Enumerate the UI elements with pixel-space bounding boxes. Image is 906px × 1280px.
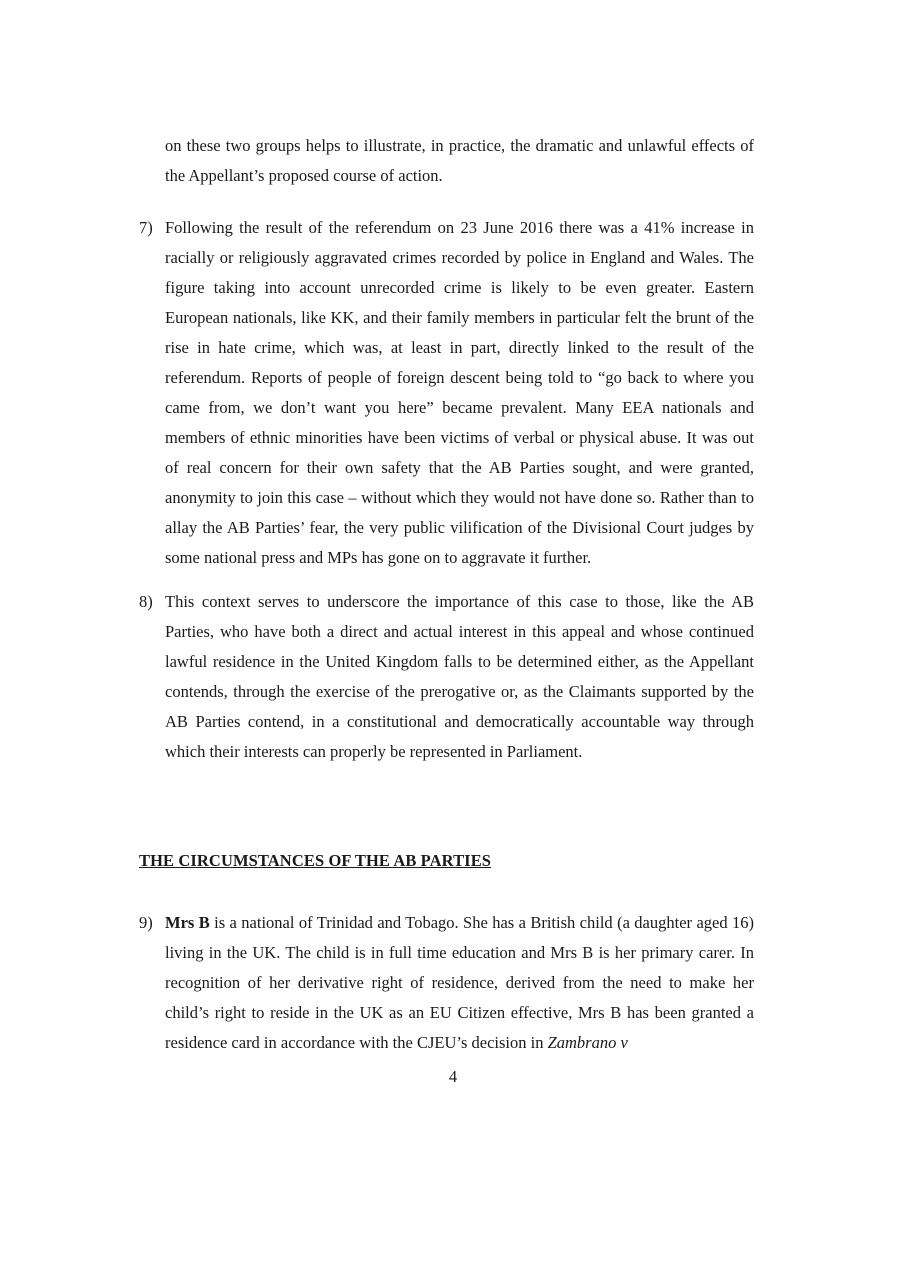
section-heading: THE CIRCUMSTANCES OF THE AB PARTIES (139, 851, 492, 870)
paragraph-body: is a national of Trinidad and Tobago. She has a British child (a daughter aged 16) living in the UK. The child is in full time education and Mrs B is her primary carer. In recognition of her derivative right of residence, derived from the need to make her child’s right to reside in the UK as an EU Citizen effective, Mrs B has been granted a residence card in accordance with the CJEU’s decision in (165, 913, 754, 1052)
case-citation: Zambrano v (547, 1033, 628, 1052)
party-name: Mrs B (165, 913, 210, 932)
paragraph-8 (139, 587, 754, 767)
paragraph-7 (139, 213, 754, 573)
paragraph-text (165, 908, 754, 1058)
paragraph-number: 9) (139, 913, 153, 932)
paragraph-text: This context serves to underscore the importance of this case to those, like the AB Parties, who have both a direct and actual interest in this appeal and whose continued lawful residence in the United Kingdom falls to be determined either, as the Appellant contends, through the exercise of the prerogative or, as the Claimants supported by the AB Parties contend, in a constitutional and democratically accountable way through which their interests can properly be represented in Parliament. (165, 592, 754, 761)
page-number: 4 (448, 1067, 458, 1086)
paragraph-number: 7) (139, 218, 153, 237)
continuation-paragraph: on these two groups helps to illustrate, in practice, the dramatic and unlawful effects of the Appellant’s proposed course of action. (165, 136, 754, 185)
paragraph-9 (139, 908, 754, 1058)
paragraph-number: 8) (139, 592, 153, 611)
paragraph-text: Following the result of the referendum on 23 June 2016 there was a 41% increase in racially or religiously aggravated crimes recorded by police in England and Wales. The figure taking into account unrecorded crime is likely to be even greater. Eastern European nationals, like KK, and their family members in particular felt the brunt of the rise in hate crime, which was, at least in part, directly linked to the result of the referendum. Reports of people of foreign descent being told to “go back to where you came from, we don’t want you here” became prevalent. Many EEA nationals and members of ethnic minorities have been victims of verbal or physical abuse. It was out of real concern for their own safety that the AB Parties sought, and were granted, anonymity to join this case – without which they would not have done so. Rather than to allay the AB Parties’ fear, the very public vilification of the Divisional Court judges by some national press and MPs has gone on to aggravate it further. (165, 218, 754, 567)
